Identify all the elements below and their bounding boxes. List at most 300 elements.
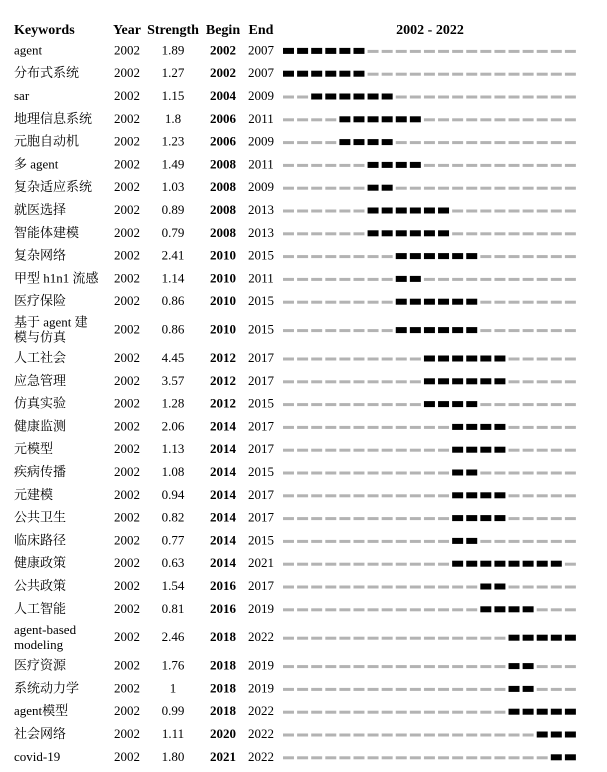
burst-segment [396,208,407,214]
strength-value: 1.03 [161,179,185,195]
timeline-segment [325,711,336,714]
timeline-segment [382,563,393,566]
burst-row [14,65,576,80]
year-value: 2002 [114,395,140,411]
timeline-segment [396,665,407,668]
timeline-segment [480,255,491,258]
timeline-segment [424,96,435,99]
timeline-segment [494,688,505,691]
burst-segment [494,424,505,430]
burst-segment [396,276,407,282]
timeline-segment [537,118,548,121]
begin-value: 2016 [210,578,236,593]
burst-segment [551,709,562,715]
timeline-segment [523,141,534,144]
timeline-segment [311,164,322,167]
burst-segment [466,253,477,259]
timeline-segment [382,329,393,332]
timeline-segment [523,329,534,332]
timeline-segment [537,380,548,383]
burst-segment [494,447,505,453]
timeline-segment [325,586,336,589]
timeline-segment [410,608,421,611]
burst-segment [424,208,435,214]
timeline-segment [297,164,308,167]
burst-segment [410,116,421,122]
timeline-segment [452,141,463,144]
burst-segment [509,709,520,715]
end-value: 2017 [248,509,274,525]
timeline-segment [565,50,576,53]
end-value: 2009 [248,88,274,103]
timeline-segment [410,637,421,640]
timeline-segment [551,141,562,144]
timeline-segment [297,329,308,332]
timeline-segment [438,711,449,714]
timeline-segment [424,141,435,144]
timeline-segment [565,210,576,213]
timeline-segment [494,50,505,53]
burst-row [14,532,576,547]
timeline-segment [494,187,505,190]
timeline-segment [353,517,364,520]
header-year: Year [113,23,141,38]
timeline-segment [537,665,548,668]
burst-segment [382,162,393,168]
timeline-segment [537,50,548,53]
timeline-segment [480,688,491,691]
burst-row [14,350,576,365]
end-value: 2015 [248,293,274,309]
timeline-segment [410,187,421,190]
timeline-segment [283,232,294,235]
burst-segment [523,606,534,612]
timeline-segment [438,665,449,668]
timeline-segment [311,187,322,190]
year-value: 2002 [114,509,140,525]
timeline-segment [509,494,520,497]
year-value: 2002 [114,486,140,502]
burst-segment [452,561,463,567]
strength-value: 1.23 [161,133,185,149]
timeline-segment [283,586,294,589]
timeline-segment [523,756,534,759]
timeline-segment [509,426,520,429]
timeline-segment [523,118,534,121]
strength-value: 0.86 [161,321,185,337]
begin-value: 2021 [210,748,236,764]
timeline-segment [325,665,336,668]
timeline-segment [480,637,491,640]
timeline-segment [283,756,294,759]
timeline-segment [396,517,407,520]
begin-value: 2018 [210,629,236,645]
timeline-segment [509,187,520,190]
burst-segment [396,230,407,236]
timeline-segment [424,637,435,640]
burst-segment [551,732,562,738]
timeline-segment [353,665,364,668]
timeline-segment [325,232,336,235]
burst-row [14,179,576,194]
timeline-segment [480,210,491,213]
timeline-segment [325,426,336,429]
keyword-label: 仿真实验 [14,395,67,411]
burst-segment [466,538,477,544]
timeline-segment [368,734,379,737]
burst-segment [311,71,322,77]
burst-segment [353,94,364,100]
timeline-segment [382,255,393,258]
burst-segment [438,230,449,236]
timeline-segment [396,449,407,452]
end-value: 2021 [248,555,274,571]
timeline-segment [297,517,308,520]
timeline-segment [353,164,364,167]
timeline-segment [339,734,350,737]
timeline-segment [410,449,421,452]
keyword-label: 模与仿真 [14,329,67,345]
timeline-segment [297,403,308,406]
timeline-segment [396,426,407,429]
timeline-segment [494,255,505,258]
year-value: 2002 [114,555,140,571]
timeline-segment [480,329,491,332]
timeline-segment [396,586,407,589]
burst-segment [537,732,548,738]
year-value: 2002 [114,202,140,217]
timeline-segment [452,164,463,167]
timeline-segment [382,301,393,304]
burst-segment [438,208,449,214]
timeline-segment [325,756,336,759]
timeline-segment [551,586,562,589]
timeline-segment [368,449,379,452]
timeline-segment [438,756,449,759]
keyword-label: 医疗资源 [14,657,67,673]
burst-segment [509,561,520,567]
burst-segment [466,356,477,362]
timeline-segment [523,187,534,190]
timeline-segment [551,517,562,520]
timeline-segment [452,711,463,714]
begin-value: 2006 [210,110,236,126]
timeline-segment [353,472,364,475]
timeline-segment [297,540,308,543]
timeline-segment [353,329,364,332]
timeline-segment [452,665,463,668]
timeline-segment [339,756,350,759]
timeline-segment [480,301,491,304]
timeline-segment [297,563,308,566]
burst-segment [494,492,505,498]
timeline-segment [311,711,322,714]
keyword-label: 多 agent [14,156,59,172]
burst-row [14,111,576,126]
timeline-segment [339,187,350,190]
timeline-segment [410,586,421,589]
burst-segment [537,561,548,567]
timeline-segment [537,472,548,475]
timeline-segment [396,358,407,361]
timeline-segment [410,494,421,497]
timeline-segment [353,187,364,190]
timeline-segment [368,472,379,475]
timeline-segment [537,403,548,406]
timeline-segment [339,494,350,497]
timeline-segment [438,688,449,691]
timeline-segment [325,734,336,737]
burst-segment [480,515,491,521]
timeline-segment [368,688,379,691]
timeline-segment [325,164,336,167]
keyword-label: agent模型 [14,703,69,719]
strength-value: 0.82 [161,509,185,525]
strength-value: 0.79 [161,224,185,240]
year-value: 2002 [114,270,140,286]
burst-segment [551,635,562,641]
timeline-segment [353,210,364,213]
timeline-segment [494,210,505,213]
timeline-segment [396,756,407,759]
timeline-segment [339,688,350,691]
timeline-segment [565,118,576,121]
timeline-segment [494,73,505,76]
begin-value: 2018 [210,657,236,673]
timeline-segment [494,734,505,737]
timeline-segment [537,540,548,543]
timeline-segment [452,586,463,589]
year-value: 2002 [114,372,140,388]
timeline-segment [297,255,308,258]
end-value: 2015 [248,464,274,479]
timeline-segment [537,278,548,281]
timeline-segment [452,688,463,691]
timeline-segment [537,449,548,452]
timeline-segment [523,50,534,53]
end-value: 2007 [248,42,274,58]
timeline-segment [424,756,435,759]
timeline-segment [382,637,393,640]
timeline-segment [297,187,308,190]
burst-segment [353,48,364,54]
timeline-segment [353,563,364,566]
burst-segment [452,515,463,521]
timeline-segment [339,711,350,714]
keyword-label: 元胞自动机 [14,133,80,149]
strength-value: 1.15 [161,88,185,103]
burst-segment [523,663,534,669]
burst-row [14,680,576,695]
timeline-segment [311,301,322,304]
timeline-segment [297,449,308,452]
timeline-segment [452,608,463,611]
timeline-segment [382,608,393,611]
end-value: 2009 [248,179,274,195]
timeline-segment [509,73,520,76]
burst-segment [466,470,477,476]
burst-row [14,315,576,345]
burst-segment [325,48,336,54]
burst-segment [438,253,449,259]
timeline-segment [551,73,562,76]
timeline-segment [283,472,294,475]
burst-segment [480,356,491,362]
timeline-segment [551,329,562,332]
burst-segment [410,299,421,305]
timeline-segment [509,540,520,543]
timeline-segment [509,358,520,361]
end-value: 2019 [248,600,274,616]
timeline-segment [424,517,435,520]
timeline-segment [466,164,477,167]
timeline-segment [410,96,421,99]
timeline-segment [339,563,350,566]
timeline-segment [452,73,463,76]
burst-segment [494,606,505,612]
burst-segment [466,378,477,384]
burst-segment [438,356,449,362]
timeline-segment [325,403,336,406]
timeline-segment [283,494,294,497]
keyword-label: 应急管理 [14,372,67,388]
timeline-segment [283,517,294,520]
burst-segment [466,424,477,430]
timeline-segment [452,232,463,235]
timeline-segment [297,608,308,611]
timeline-segment [382,688,393,691]
timeline-segment [396,563,407,566]
timeline-segment [565,380,576,383]
timeline-segment [368,255,379,258]
burst-row [14,601,576,616]
timeline-segment [283,711,294,714]
timeline-segment [509,380,520,383]
begin-value: 2008 [210,156,236,172]
timeline-segment [466,232,477,235]
timeline-segment [410,711,421,714]
keyword-label: 复杂适应系统 [14,179,93,195]
timeline-segment [353,403,364,406]
burst-segment [353,71,364,77]
burst-row [14,726,576,741]
timeline-segment [410,756,421,759]
timeline-segment [368,608,379,611]
timeline-segment [410,665,421,668]
timeline-segment [424,278,435,281]
timeline-segment [480,187,491,190]
timeline-segment [523,278,534,281]
timeline-segment [325,472,336,475]
strength-value: 1.27 [161,65,185,81]
timeline-segment [353,637,364,640]
burst-segment [424,299,435,305]
timeline-segment [311,608,322,611]
timeline-segment [438,637,449,640]
timeline-segment [494,329,505,332]
burst-segment [339,71,350,77]
timeline-segment [424,118,435,121]
year-value: 2002 [114,88,140,103]
burst-segment [452,378,463,384]
burst-segment [424,401,435,407]
timeline-segment [396,187,407,190]
begin-value: 2012 [210,395,236,411]
timeline-segment [297,380,308,383]
strength-value: 1.8 [164,110,182,126]
timeline-segment [509,96,520,99]
timeline-segment [283,380,294,383]
timeline-segment [297,96,308,99]
burst-segment [410,253,421,259]
timeline-segment [438,449,449,452]
keyword-label: agent [14,42,43,58]
timeline-segment [339,278,350,281]
keyword-label: 疾病传播 [14,464,67,479]
burst-segment [382,94,393,100]
timeline-segment [523,734,534,737]
timeline-segment [438,563,449,566]
begin-value: 2008 [210,179,236,195]
burst-segment [452,470,463,476]
timeline-segment [509,449,520,452]
timeline-segment [466,50,477,53]
timeline-segment [325,563,336,566]
timeline-segment [452,50,463,53]
end-value: 2017 [248,441,274,457]
burst-segment [410,276,421,282]
timeline-segment [368,403,379,406]
burst-segment [410,230,421,236]
timeline-segment [565,494,576,497]
year-value: 2002 [114,578,140,593]
timeline-segment [339,255,350,258]
burst-segment [480,492,491,498]
timeline-segment [466,141,477,144]
burst-row [14,510,576,525]
burst-segment [297,48,308,54]
keyword-label: 分布式系统 [14,65,80,81]
timeline-segment [297,494,308,497]
end-value: 2022 [248,629,274,645]
burst-segment [353,116,364,122]
timeline-segment [565,73,576,76]
timeline-segment [466,118,477,121]
timeline-segment [452,734,463,737]
timeline-segment [382,73,393,76]
timeline-segment [410,50,421,53]
strength-value: 3.57 [161,372,185,388]
timeline-segment [283,665,294,668]
timeline-segment [311,517,322,520]
timeline-segment [297,637,308,640]
burst-segment [480,447,491,453]
strength-value: 2.06 [161,418,185,434]
timeline-segment [494,278,505,281]
timeline-segment [339,540,350,543]
timeline-segment [339,329,350,332]
timeline-segment [339,637,350,640]
burst-row [14,225,576,240]
timeline-segment [311,637,322,640]
header-strength: Strength [147,23,199,38]
timeline-segment [325,278,336,281]
timeline-segment [565,517,576,520]
timeline-segment [452,637,463,640]
timeline-segment [368,494,379,497]
timeline-segment [466,756,477,759]
year-value: 2002 [114,110,140,126]
